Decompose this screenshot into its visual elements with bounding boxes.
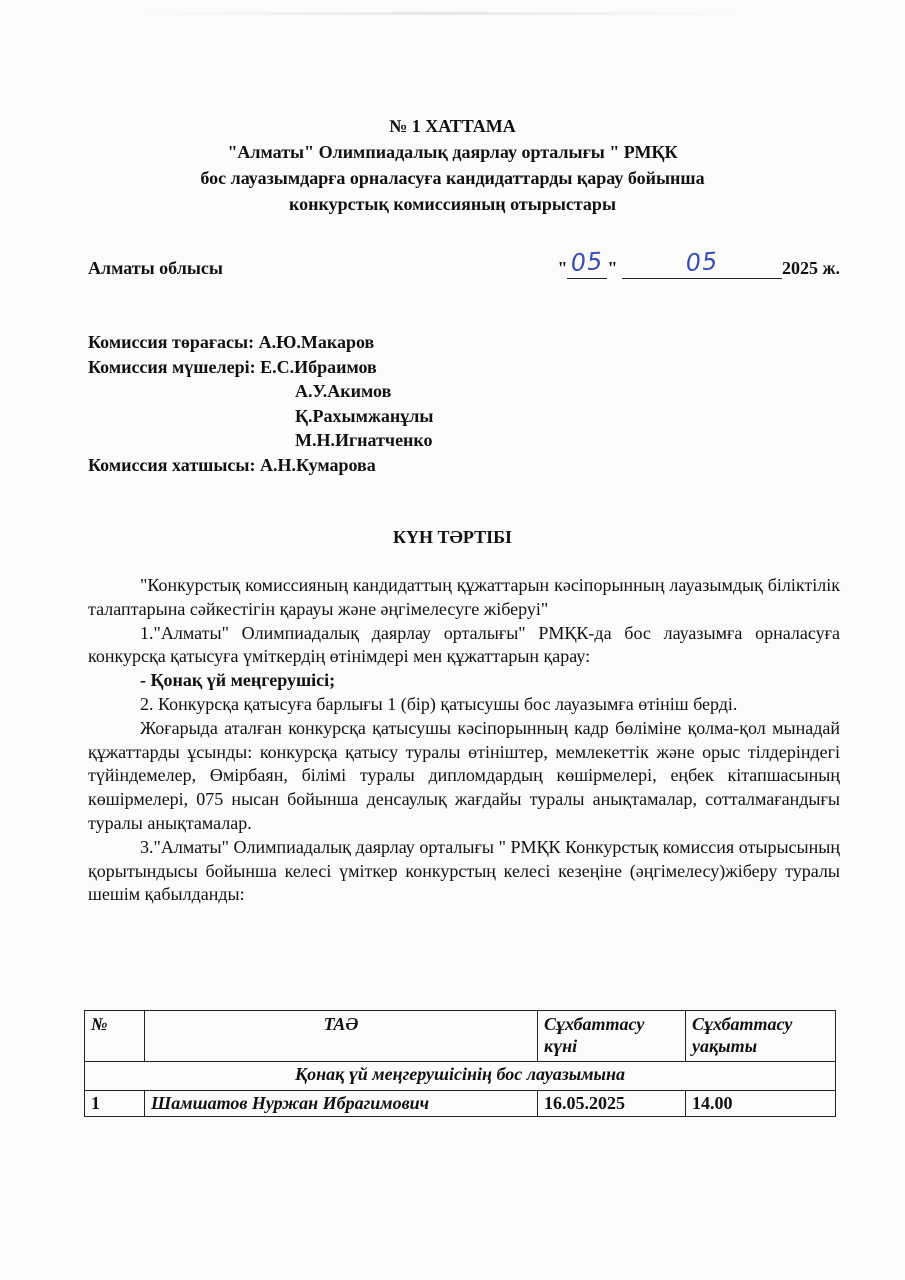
protocol-number: № 1 ХАТТАМА — [389, 116, 516, 136]
date-close-quote: " — [607, 258, 618, 278]
cell-name: Шамшатов Нуржан Ибрагимович — [145, 1091, 538, 1117]
cell-date: 16.05.2025 — [538, 1091, 686, 1117]
header-line-3: бос лауазымдарға орналасуға кандидаттарды қарау бойынша — [200, 168, 705, 188]
table-row — [85, 1091, 836, 1117]
secretary-name: А.Н.Кумарова — [259, 454, 376, 475]
paragraph: Жоғарыда аталған конкурсқа қатысушы кәсіпорынның кадр бөліміне қолма-қол мынадай құжаттарды ұсынды: конкурсқа қатысу туралы өтініштер, мемлекеттік және орыс тілдеріндегі түйіндемелер, Өмірбаян, білімі туралы дипломдардың көшірмелері, еңбек кітапшасының көшірмелері, 075 нысан бойынша денсаулық жағдайы туралы анықтамалар, сотталмағандығы туралы анықтамалар. — [88, 717, 840, 833]
header-name: ТАӘ — [145, 1011, 538, 1062]
candidates-table — [84, 1010, 836, 1117]
agenda-title: КҮН ТӘРТІБІ — [393, 527, 512, 547]
paragraph: 1."Алматы" Олимпиадалық даярлау орталығы" РМҚК-да бос лауазымға орналасуға конкурсқа қатысуға үміткердің өтінімдері мен құжаттарын қарау: — [88, 622, 840, 667]
chair-label: Комиссия төрағасы: — [88, 332, 255, 352]
secretary-label: Комиссия хатшысы: — [88, 454, 256, 475]
members-label: Комиссия мүшелері: — [88, 356, 256, 377]
year: 2025 ж. — [781, 258, 840, 278]
member-name: Қ.Рахымжанұлы — [295, 405, 434, 426]
committee-chair-row — [88, 330, 433, 355]
place: Алматы облысы — [88, 258, 223, 278]
chair-name: А.Ю.Макаров — [258, 332, 375, 352]
table-section-row — [85, 1062, 836, 1091]
position-item: - Қонақ үй меңгерушісі; — [140, 670, 336, 691]
organization-name: "Алматы" Олимпиадалық даярлау орталығы " РМҚК — [227, 142, 678, 162]
header-number: № — [85, 1011, 145, 1062]
member-name: А.У.Акимов — [295, 381, 392, 401]
section-title: Қонақ үй меңгерушісінің бос лауазымына — [85, 1062, 836, 1091]
month-handwritten: 05 — [684, 246, 720, 278]
header-line-4: конкурстық комиссияның отырыстары — [288, 194, 617, 214]
member-name: Е.С.Ибраимов — [260, 356, 377, 377]
day-blank — [567, 246, 607, 279]
paragraph: 2. Конкурсқа қатысуға барлығы 1 (бір) қатысушы бос лауазымға өтініш берді. — [140, 693, 738, 714]
committee-list — [88, 330, 433, 477]
header-interview-date: Сұхбаттасу күні — [538, 1011, 686, 1062]
date — [557, 246, 840, 279]
document-header — [0, 113, 905, 217]
cell-time: 14.00 — [686, 1091, 836, 1117]
scan-artifact — [140, 12, 740, 15]
place-date-row — [88, 246, 840, 288]
table-header-row — [85, 1011, 836, 1062]
cell-number: 1 — [85, 1091, 145, 1117]
header-interview-time: Сұхбаттасу уақыты — [686, 1011, 836, 1062]
paragraph: "Конкурстық комиссияның кандидаттың құжаттарын кәсіпорынның лауазымдық біліктілік талаптарына сәйкестігін қарауы және әңгімелесуге жіберуі" — [88, 575, 840, 619]
date-open-quote: " — [557, 258, 568, 278]
member-name: М.Н.Игнатченко — [295, 430, 433, 450]
month-blank — [622, 246, 782, 279]
committee-members-row — [88, 355, 433, 380]
day-handwritten: 05 — [570, 246, 605, 278]
committee-secretary-row — [88, 453, 433, 478]
agenda-body — [88, 574, 840, 907]
paragraph: 3."Алматы" Олимпиадалық даярлау орталығы " РМҚК Конкурстық комиссия отырысының қорытындысы бойынша келесі үміткер конкурстың келесі кезеңіне (әңгімелесу)жіберу туралы шешім қабылданды: — [88, 836, 840, 905]
